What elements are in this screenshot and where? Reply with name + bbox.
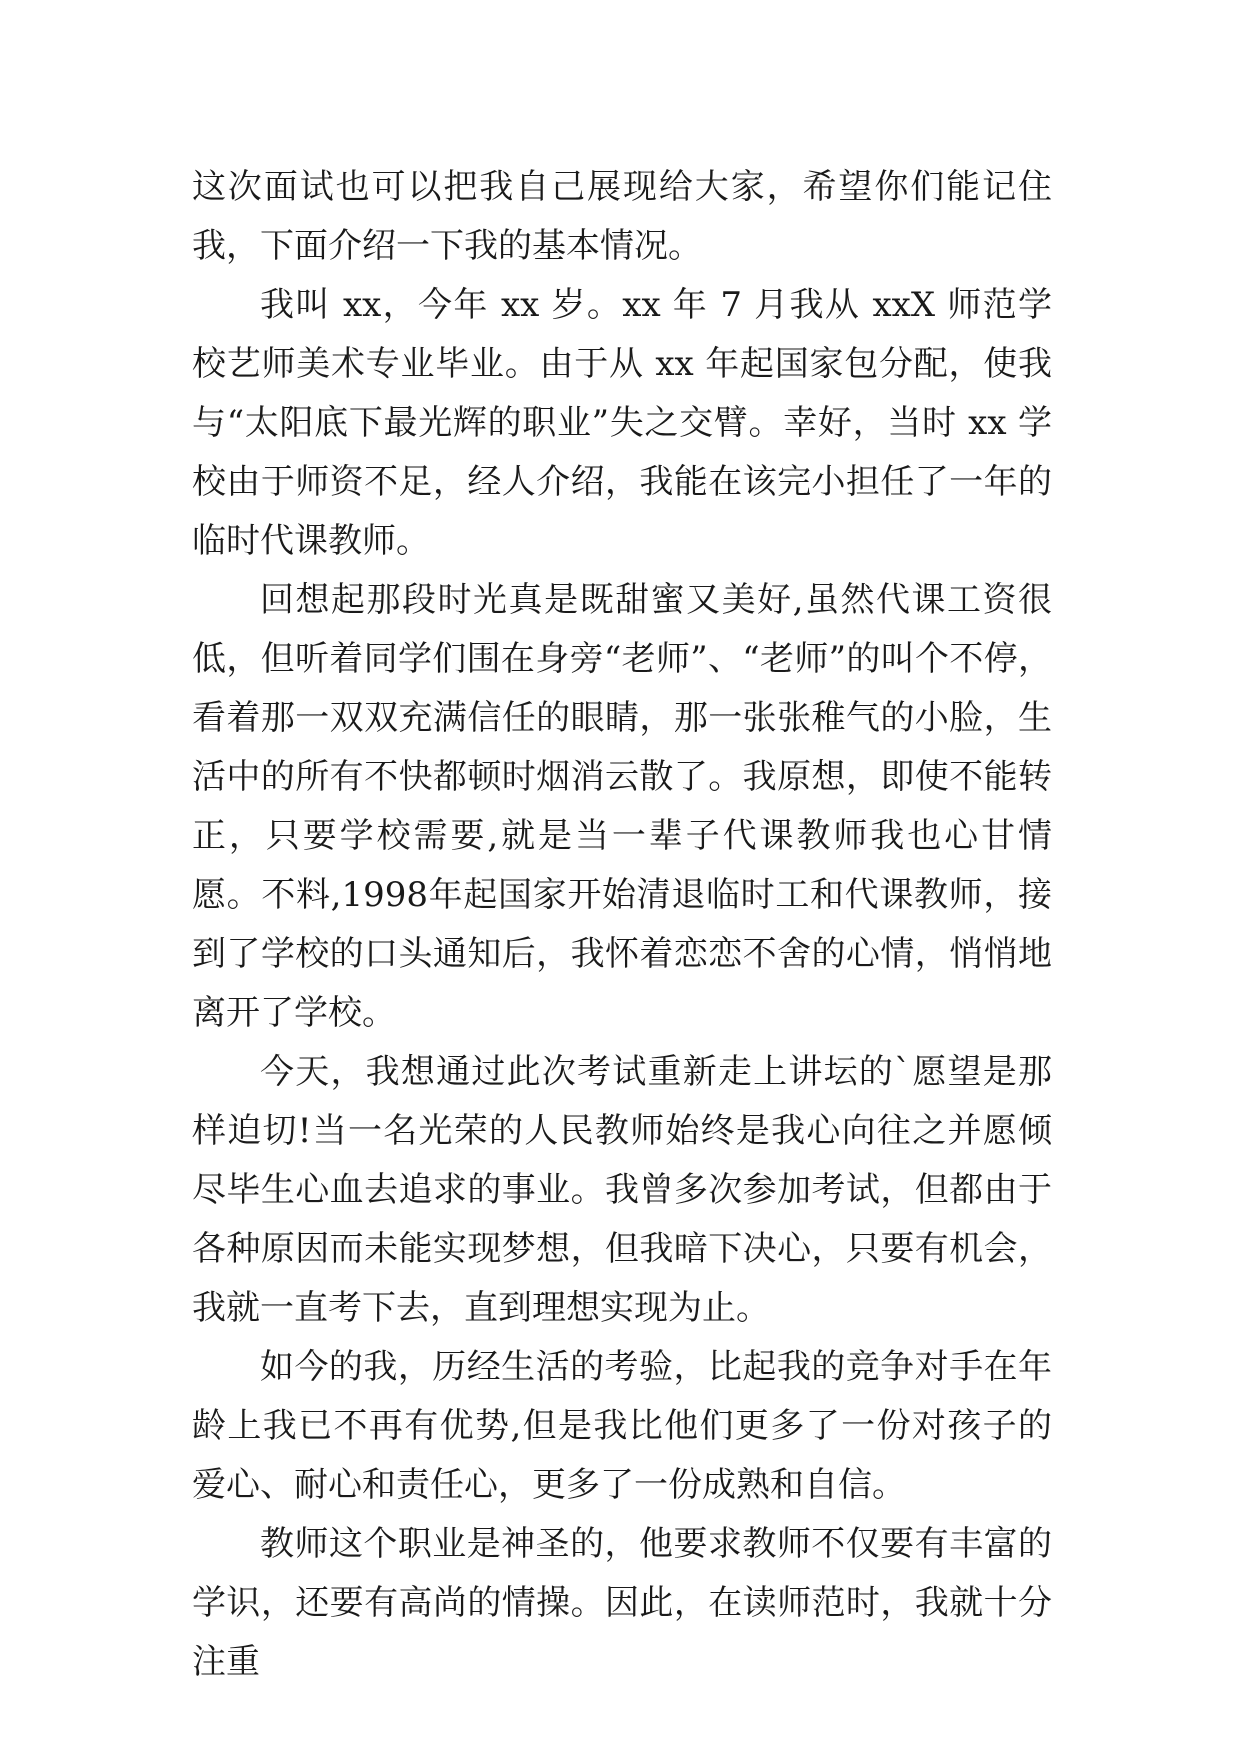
paragraph-aspiration: 今天，我想通过此次考试重新走上讲坛的`愿望是那样迫切!当一名光荣的人民教师始终是我心向往之并愿倾尽毕生心血去追求的事业。我曾多次参加考试，但都由于各种原因而未能实现梦想，但我暗下决心，只要有机会，我就一直考下去，直到理想实现为止。	[192, 1052, 1052, 1328]
document-body	[192, 158, 1052, 1692]
paragraph-current-self: 如今的我，历经生活的考验，比起我的竞争对手在年龄上我已不再有优势,但是我比他们更多了一份对孩子的爱心、耐心和责任心，更多了一份成熟和自信。	[192, 1347, 1052, 1505]
paragraph-teacher-profession: 教师这个职业是神圣的，他要求教师不仅要有丰富的学识，还要有高尚的情操。因此，在读师范时，我就十分注重	[192, 1524, 1052, 1682]
paragraph-memories: 回想起那段时光真是既甜蜜又美好,虽然代课工资很低，但听着同学们围在身旁“老师”、“老师”的叫个不停，看着那一双双充满信任的眼睛，那一张张稚气的小脸，生活中的所有不快都顿时烟消云散了。我原想，即使不能转正，只要学校需要,就是当一辈子代课教师我也心甘情愿。不料,1998年起国家开始清退临时工和代课教师，接到了学校的口头通知后，我怀着恋恋不舍的心情，悄悄地离开了学校。	[192, 580, 1052, 1033]
paragraph-intro: 这次面试也可以把我自己展现给大家，希望你们能记住我，下面介绍一下我的基本情况。	[192, 167, 1052, 266]
paragraph-basic-info: 我叫 xx，今年 xx 岁。xx 年 7 月我从 xxX 师范学校艺师美术专业毕业。由于从 xx 年起国家包分配，使我与“太阳底下最光辉的职业”失之交臂。幸好，当时 xx 学校由于师资不足，经人介绍，我能在该完小担任了一年的临时代课教师。	[192, 285, 1052, 561]
